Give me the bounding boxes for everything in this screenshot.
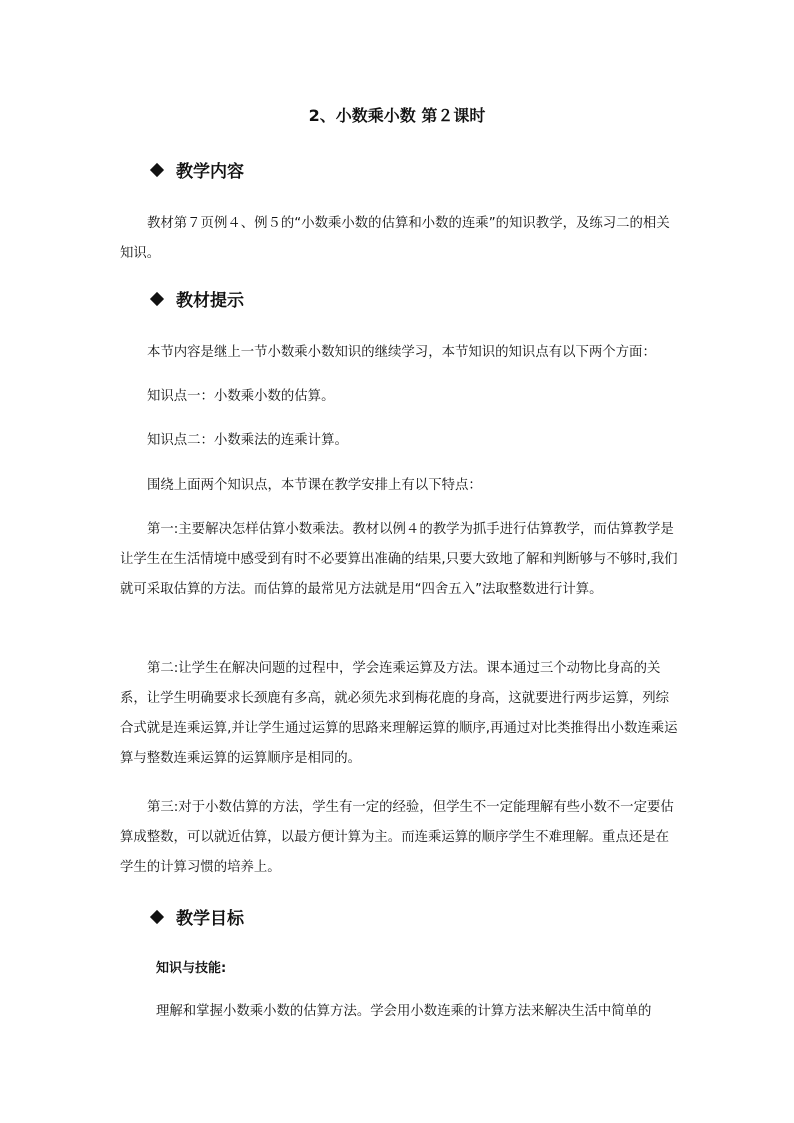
features-intro: 围绕上面两个知识点，本节课在教学安排上有以下特点： [147,478,482,493]
page-title: 2、小数乘小数 第２课时 [308,106,486,125]
section-heading-label: 教学内容 [176,162,244,182]
knowledge-point-1: 知识点一：小数乘小数的估算。 [147,389,335,404]
knowledge-point-2: 知识点二：小数乘法的连乘计算。 [147,433,348,448]
section-heading-tips [150,288,244,314]
diamond-bullet-icon [150,163,164,177]
feature-paragraph-2: 第二:让学生在解决问题的过程中，学会连乘运算及方法。课本通过三个动物比身高的关系，让学生明确要求长颈鹿有多高，就必须先求到梅花鹿的身高，这就要进行两步运算，列综合式就是连乘运算,并让学生通过运算的思路来理解运算的顺序,再通过对比类推得出小数连乘运算与整数连乘运算的运算顺序是相同的。 [120,661,678,766]
diamond-bullet-icon [150,292,164,306]
feature-paragraph-3: 第三:对于小数估算的方法，学生有一定的经验，但学生不一定能理解有些小数不一定要估算成整数，可以就近估算，以最方便计算为主。而连乘运算的顺序学生不难理解。重点还是在学生的计算习惯的培养上。 [120,800,674,875]
feature-paragraph-1: 第一:主要解决怎样估算小数乘法。教材以例４的教学为抓手进行估算教学，而估算教学是让学生在生活情境中感受到有时不必要算出准确的结果,只要大致地了解和判断够与不够时,我们就可采取估算的方法。而估算的最常见方法就是用“四舍五入”法取整数进行计算。 [120,522,678,597]
section-heading-label: 教学目标 [176,909,244,929]
content-paragraph: 教材第７页例４、例５的“小数乘小数的估算和小数的连乘”的知识教学，及练习二的相关知识。 [120,216,670,261]
goals-subheading: 知识与技能: [156,961,227,976]
tips-intro: 本节内容是继上一节小数乘小数知识的继续学习，本节知识的知识点有以下两个方面： [147,345,656,360]
section-heading-label: 教材提示 [176,291,244,311]
section-heading-content [150,159,244,185]
goals-paragraph: 理解和掌握小数乘小数的估算方法。学会用小数连乘的计算方法来解决生活中简单的 [156,1004,652,1019]
diamond-bullet-icon [150,910,164,924]
section-heading-goals [150,906,244,932]
